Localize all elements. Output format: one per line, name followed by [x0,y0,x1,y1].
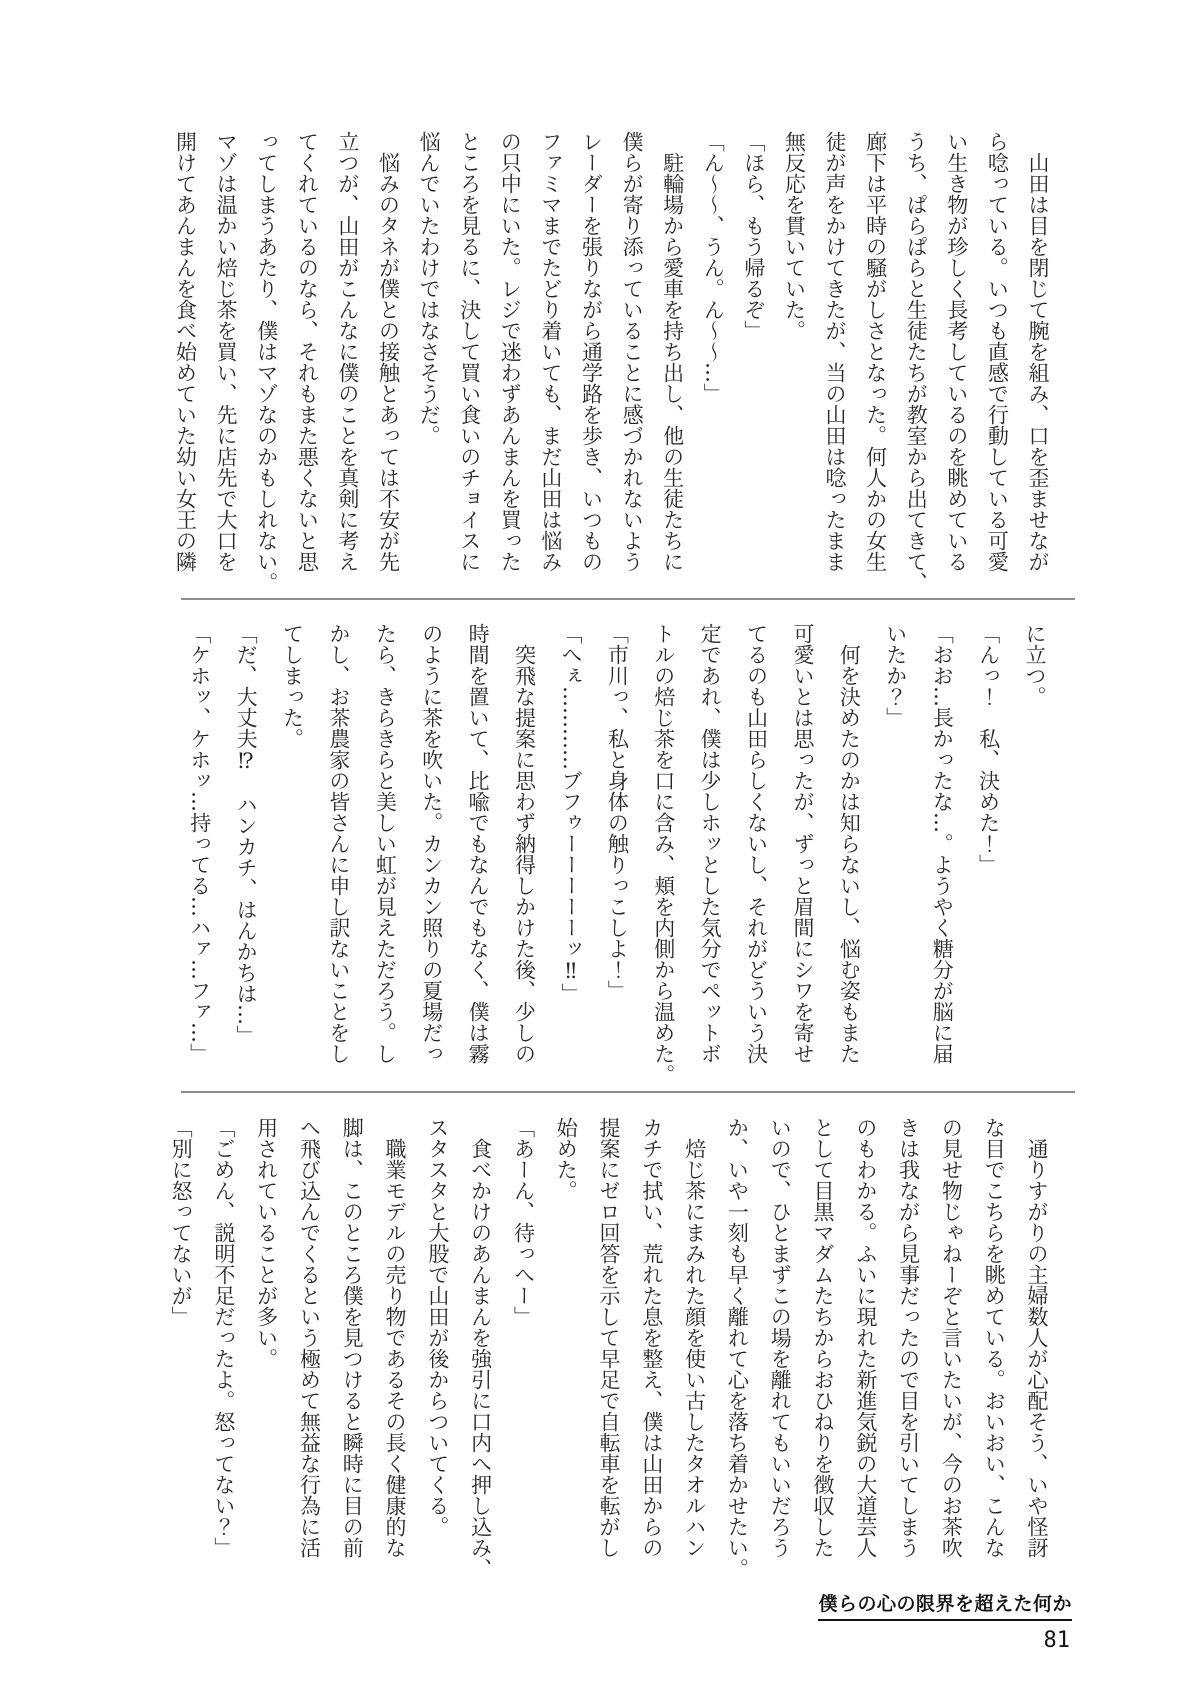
text-column: きは我ながら見事だったので目を引いてしまう [896,1117,921,1558]
text-column: 「おお…長かったな…。ようやく糖分が脳に届 [930,623,955,1064]
text-column: 通りすがりの主婦数人が心配そう、いや怪訝 [1025,1117,1049,1558]
text-column: てしまった。 [280,623,305,749]
text-column: 始めた。 [554,1117,579,1201]
text-column: の只中にいた。レジで迷わずあんまんを買った [498,131,523,572]
text-column: ってしまうあたり、僕はマゾなのかもしれない。 [254,131,279,593]
text-column: 悩みのタネが僕との接触とあっては不安が先 [376,131,401,572]
text-column: へ飛び込んでくるという極めて無益な行為に活 [297,1117,322,1558]
text-column: 「だ、大丈夫⁉ ハンカチ、はんかちは…」 [234,623,259,1046]
text-column: のように茶を吹いた。カンカン照りの夏場だっ [419,623,444,1064]
text-column: 提案にゼロ回答を示して早足で自転車を転がし [597,1117,622,1558]
text-column: 「ほら、もう帰るぞ」 [741,131,766,341]
text-column: かし、お茶農家の皆さんに申し訳ないことをし [326,623,351,1064]
text-column: 職業モデルの売り物であるその長く健康的な [383,1117,408,1558]
chapter-title: 僕らの心の限界を超えた何か [818,1594,1072,1621]
text-column: レーダーを張りながら通学路を歩き、いつもの [579,131,604,572]
text-column: いたか？」 [883,623,908,728]
text-column: 山田は目を閉じて腕を組み、口を歪ませなが [1026,131,1050,572]
page-number: 81 [1043,1628,1070,1653]
text-column: 脚は、このところ僕を見つけると瞬時に目の前 [340,1117,365,1558]
text-column: 「市川っ、私と身体の触りっこしよ！」 [605,623,630,1001]
text-column: 徒が声をかけてきたが、当の山田は唸ったまま [823,131,848,572]
text-column: 「別に怒ってないが」 [169,1117,194,1327]
text-column: 「へぇ…………ブフゥーーーーーッ‼」 [558,623,583,1004]
text-column: な目でこちらを眺めている。おいおい、こんな [982,1117,1007,1558]
text-column: 「ん〜〜、うん。ん〜〜…」 [701,131,726,404]
text-column: 何を決めたのかは知らないし、悩む姿もまた [837,623,862,1064]
text-column: 開けてあんまんを食べ始めていた幼い女王の隣 [173,131,198,572]
text-column: 廊下は平時の騒がしさとなった。何人かの女生 [863,131,888,572]
text-column: いので、ひとまずこの場を離れてもいいだろう [768,1117,793,1558]
text-band-middle [176,623,1058,1085]
text-column: 定であれ、僕は少しホッとした気分でペットボ [698,623,723,1064]
section-divider-top [181,598,1075,600]
text-column: の見せ物じゃねーぞと言いたいが、今のお茶吹 [939,1117,964,1558]
text-column: トルの焙じ茶を口に含み、頬を内側から温めた。 [651,623,676,1085]
text-column: ら唸っている。いつも直感で行動している可愛 [985,131,1010,572]
text-column: 「ケホッ、ケホッ…持ってる…ハァ…ファ…」 [187,623,212,1064]
text-column: 僕らが寄り添っていることに感づかれないよう [620,131,645,572]
text-column: ところを見るに、決して買い食いのチョイスに [457,131,482,572]
text-column: カチで拭い、荒れた息を整え、僕は山田からの [639,1117,664,1558]
text-column: に立つ。 [1023,623,1047,707]
text-column: ファミマまでたどり着いても、まだ山田は悩み [538,131,563,572]
text-column: 時間を置いて、比喩でもなんでもなく、僕は霧 [466,623,491,1064]
section-divider-bottom [181,1091,1075,1093]
text-column: てるのも山田らしくないし、それがどういう決 [744,623,769,1064]
text-column: 駐輪場から愛車を持ち出し、他の生徒たちに [660,131,685,572]
text-band-bottom [159,1117,1058,1579]
text-column: 食べかけのあんまんを強引に口内へ押し込み、 [468,1117,493,1579]
text-column: として目黒マダムたちからおひねりを徴収した [811,1117,836,1558]
text-column: てくれているのなら、それもまた悪くないと思 [295,131,320,572]
text-column: 「んっ！ 私、決めた！」 [976,623,1001,875]
text-column: か、いや一刻も早く離れて心を落ち着かせたい。 [725,1117,750,1579]
text-column: たら、きらきらと美しい虹が見えただろう。し [373,623,398,1064]
text-column: い生き物が珍しく長考しているのを眺めている [944,131,969,572]
text-column: 可愛いとは思ったが、ずっと眉間にシワを寄せ [790,623,815,1064]
text-column: スタスタと大股で山田が後からついてくる。 [425,1117,450,1537]
text-column: マゾは温かい焙じ茶を買い、先に店先で大口を [214,131,239,572]
text-column: うち、ぱらぱらと生徒たちが教室から出てきて、 [904,131,929,593]
text-column: 無反応を貫いていた。 [782,131,807,341]
text-band-top [165,131,1058,593]
text-column: 悩んでいたわけではなさそうだ。 [417,131,442,446]
text-column: 立つが、山田がこんなに僕のことを真剣に考え [335,131,360,572]
text-column: 突飛な提案に思わず納得しかけた後、少しの [512,623,537,1064]
text-column: のもわかる。ふいに現れた新進気鋭の大道芸人 [853,1117,878,1558]
text-column: 「あーん、待っへー」 [511,1117,536,1327]
text-column: 焙じ茶にまみれた顔を使い古したタオルハン [682,1117,707,1558]
text-column: 「ごめん、説明不足だったよ。怒ってない？」 [211,1117,236,1558]
text-column: 用されていることが多い。 [254,1117,279,1369]
